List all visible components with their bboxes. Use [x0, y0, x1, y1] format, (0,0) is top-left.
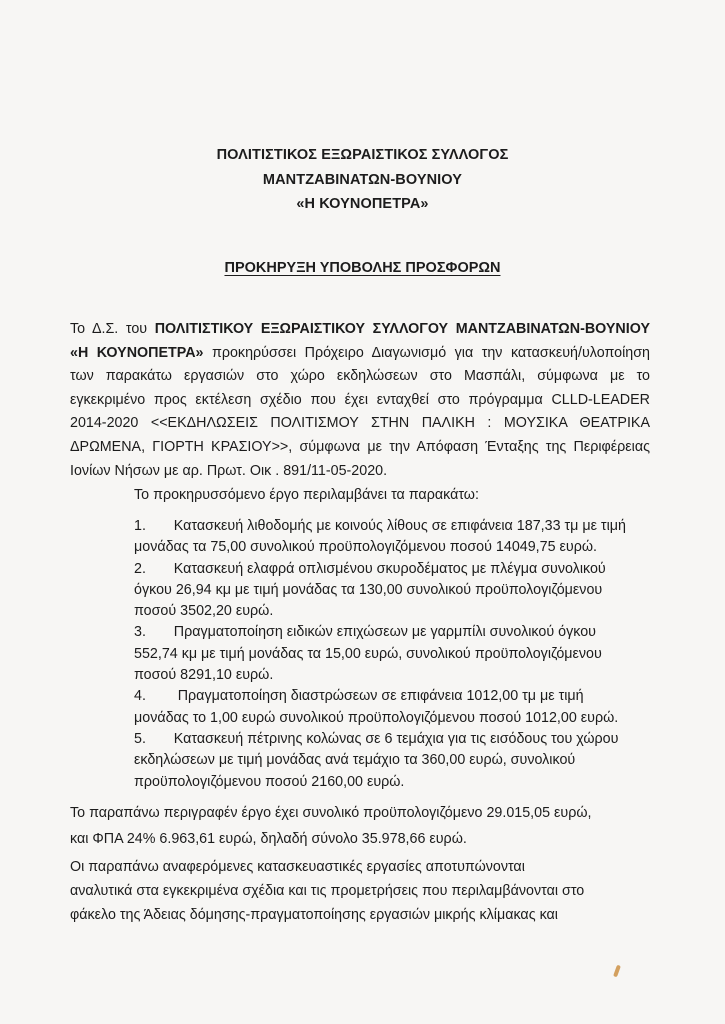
- list-item-number: 3.: [134, 624, 146, 641]
- list-item: [134, 729, 674, 793]
- list-item-line: προϋπολογιζόμενου ποσού 2160,00 ευρώ.: [134, 773, 405, 790]
- project-items-list: [134, 516, 674, 793]
- list-item-line: [134, 729, 674, 750]
- ink-mark: [613, 965, 621, 978]
- intro-line-1-text: Το Δ.Σ. του: [70, 321, 155, 337]
- closing-paragraph: [70, 855, 710, 927]
- list-item-line: [134, 516, 674, 537]
- list-item-text: Κατασκευή πέτρινης κολώνας σε 6 τεμάχια για τις εισόδους του χώρου: [173, 730, 619, 747]
- document-title: [0, 260, 725, 276]
- org-name-line1: ΠΟΛΙΤΙΣΤΙΚΟΣ ΕΞΩΡΑΙΣΤΙΚΟΣ ΣΥΛΛΟΓΟΣ: [216, 147, 509, 163]
- list-item: [134, 516, 674, 559]
- list-item-text: Πραγματοποίηση διαστρώσεων σε επιφάνεια 1012,00 τμ με τιμή: [177, 688, 584, 705]
- list-item: [134, 622, 674, 686]
- intro-paragraph: [70, 318, 650, 483]
- intro-line-4: εγκεκριμένο προς εκτέλεση σχέδιο που έχει ενταχθεί στο πρόγραμμα CLLD-LEADER: [70, 391, 650, 408]
- intro-org-nickname: «Η ΚΟΥΝΟΠΕΤΡΑ»: [70, 344, 204, 361]
- intro-line-6: ΔΡΩΜΕΝΑ, ΓΙΟΡΤΗ ΚΡΑΣΙΟΥ>>, σύμφωνα με την Απόφαση Ένταξης της Περιφέρειας: [70, 438, 650, 455]
- budget-paragraph: [70, 800, 670, 852]
- list-item-line: [134, 559, 674, 580]
- org-name-line3: «Η ΚΟΥΝΟΠΕΤΡΑ»: [296, 196, 429, 212]
- list-item-text: Κατασκευή λιθοδομής με κοινούς λίθους σε επιφάνεια 187,33 τμ με τιμή: [173, 518, 626, 534]
- budget-line-2: και ΦΠΑ 24% 6.963,61 ευρώ, δηλαδή σύνολο 35.978,66 ευρώ.: [70, 831, 467, 847]
- document-title-text: ΠΡΟΚΗΡΥΞΗ ΥΠΟΒΟΛΗΣ ΠΡΟΣΦΟΡΩΝ: [224, 260, 501, 276]
- list-item: [134, 686, 674, 729]
- intro-org-name: ΠΟΛΙΤΙΣΤΙΚΟΥ ΕΞΩΡΑΙΣΤΙΚΟΥ ΣΥΛΛΟΓΟΥ ΜΑΝΤΖΑΒΙΝΑΤΩΝ-ΒΟΥΝΙΟΥ: [154, 321, 650, 337]
- list-item-line: 552,74 κμ με τιμή μονάδας τα 15,00 ευρώ, συνολικού προϋπολογιζόμενου: [134, 645, 602, 662]
- intro-line-1: [70, 318, 650, 342]
- org-name-line2: ΜΑΝΤΖΑΒΙΝΑΤΩΝ-ΒΟΥΝΙΟΥ: [262, 172, 463, 188]
- intro-line-7: Ιονίων Νήσων με αρ. Πρωτ. Οικ . 891/11-05-2020.: [70, 462, 388, 479]
- list-item-line: μονάδας τα 75,00 συνολικού προϋπολογιζόμενου ποσού 14049,75 ευρώ.: [134, 539, 597, 556]
- budget-line-1: Το παραπάνω περιγραφέν έργο έχει συνολικό προϋπολογιζόμενο 29.015,05 ευρώ,: [70, 805, 592, 821]
- list-item-number: 5.: [134, 730, 146, 747]
- list-item-line: [134, 686, 674, 707]
- list-item-line: ποσού 8291,10 ευρώ.: [134, 667, 274, 684]
- list-item-line: μονάδας το 1,00 ευρώ συνολικού προϋπολογιζόμενου ποσού 1012,00 ευρώ.: [134, 709, 619, 726]
- closing-line-1: Οι παραπάνω αναφερόμενες κατασκευαστικές εργασίες αποτυπώνονται: [70, 859, 525, 875]
- list-item-line: [134, 622, 674, 643]
- list-item-text: Κατασκευή ελαφρά οπλισμένου σκυροδέματος με πλέγμα συνολικού: [173, 560, 606, 577]
- intro-line-2: [70, 342, 650, 366]
- closing-line-2: αναλυτικά στα εγκεκριμένα σχέδια και τις προμετρήσεις που περιλαμβάνονται στο: [70, 883, 585, 899]
- list-item-number: 1.: [134, 518, 146, 534]
- project-intro: Το προκηρυσσόμενο έργο περιλαμβάνει τα παρακάτω:: [134, 487, 479, 503]
- intro-line-3: των παρακάτω εργασιών στο χώρο εκδηλώσεων στο Μασπάλι, σύμφωνα με το: [70, 368, 650, 385]
- intro-line-5: 2014-2020 <<ΕΚΔΗΛΩΣΕΙΣ ΠΟΛΙΤΙΣΜΟΥ ΣΤΗΝ ΠΑΛΙΚΗ : ΜΟΥΣΙΚΑ ΘΕΑΤΡΙΚΑ: [70, 415, 650, 432]
- list-item-line: όγκου 26,94 κμ με τιμή μονάδας τα 130,00 συνολικού προϋπολογιζόμενου: [134, 581, 603, 598]
- closing-line-3: φάκελο της Άδειας δόμησης-πραγματοποίησης εργασιών μικρής κλίμακας και: [70, 907, 558, 923]
- list-item-number: 2.: [134, 560, 146, 577]
- list-item-number: 4.: [134, 688, 146, 705]
- intro-line-2-text: προκηρύσσει Πρόχειρο Διαγωνισμό για την κατασκευή/υλοποίηση: [203, 344, 650, 361]
- list-item: [134, 559, 674, 623]
- list-item-line: ποσού 3502,20 ευρώ.: [134, 603, 274, 620]
- list-item-line: εκδηλώσεων με τιμή μονάδας ανά τεμάχιο τα 360,00 ευρώ, συνολικού: [134, 752, 576, 769]
- list-item-text: Πραγματοποίηση ειδικών επιχώσεων με γαρμπίλι συνολικού όγκου: [173, 624, 596, 641]
